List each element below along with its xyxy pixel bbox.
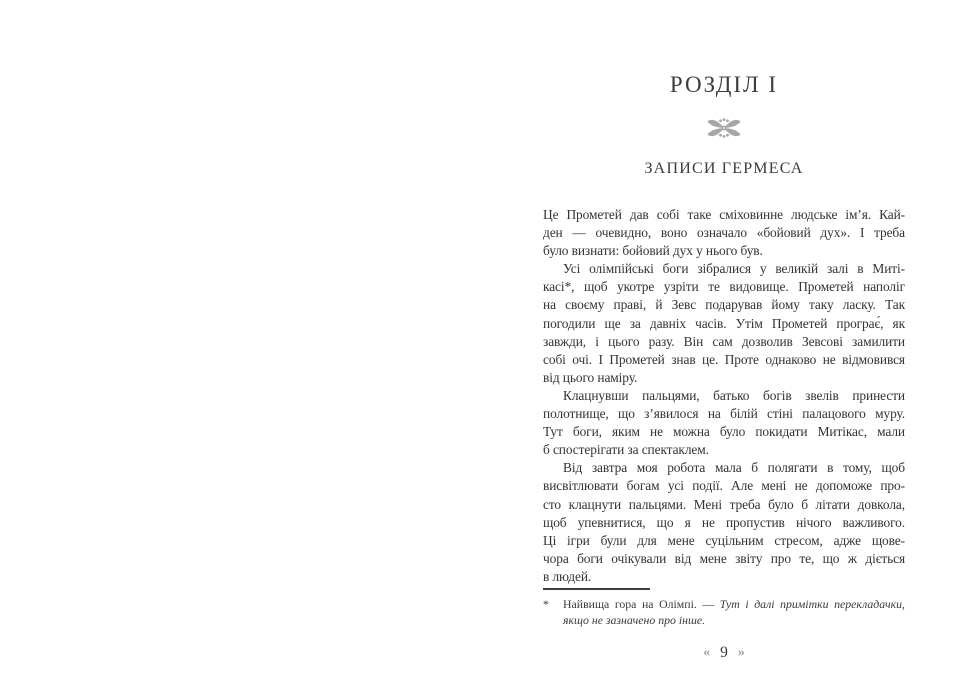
body-text-line: сто клацнути пальцями. Мені треба було б літати довкола, (543, 496, 905, 512)
right-leaf-ornament-icon: » (737, 645, 745, 660)
body-text-line: собі очі. І Прометей знав це. Проте однаково не відмовився (543, 351, 905, 367)
left-leaf-ornament-icon: « (703, 645, 711, 660)
body-text-line: полотнище, що з’явилося на білій стіні палацового муру. (543, 406, 905, 422)
body-text-line: б спостерігати за спектаклем. (543, 442, 709, 458)
body-text-line: ден — очевидно, воно означало «бойовий дух». І треба (543, 225, 905, 241)
body-text-line: в людей. (543, 568, 592, 584)
body-text-line: завжди, і цього разу. Він сам дозволив Зевсові замилити (543, 333, 905, 349)
body-text-line: Це Прометей дав собі таке сміховинне людське ім’я. Кай- (543, 207, 905, 222)
section-title: ЗАПИСИ ГЕРМЕСА (644, 160, 804, 177)
body-text-line: чора боги очікували від мене звіту про те, що ж діється (543, 550, 905, 566)
footnote-line (543, 597, 905, 613)
body-text-line: Від завтра моя робота мала б полягати в тому, щоб (563, 460, 905, 476)
body-text-line: Ці ігри були для мене суцільним стресом, адже щове- (543, 532, 905, 548)
page-number-row (543, 643, 905, 663)
body-text-line: висвітлювати богам усі події. Але мені не допоможе про- (543, 478, 905, 494)
chapter-title: РОЗДІЛ I (669, 72, 779, 97)
footnote-line (543, 613, 905, 629)
body-text-line: Усі олімпійські боги зібралися у великій залі в Миті- (563, 261, 905, 277)
page-number: 9 (720, 644, 728, 661)
fleuron-ornament-icon (543, 117, 905, 139)
body-text-line: касі*, щоб укотре узріти те видовище. Прометей наполіг (543, 279, 905, 295)
body-text-line: від цього наміру. (543, 369, 638, 385)
body-text-line: на своєму праві, й Зевс подарував йому таку ласку. Так (543, 297, 905, 313)
footnote-text-italic: якщо не зазначено про інше. (563, 612, 706, 627)
body-text-line: було визнати: бойовий дух у нього був. (543, 243, 763, 259)
footnote-separator (543, 588, 650, 590)
body-text-line: погодили ще за давніх часів. Утім Прометей програє́, як (543, 315, 905, 331)
body-text-line: Клацнувши пальцями, батько богів звелів принести (563, 387, 905, 403)
body-text-line: Тут боги, яким не можна було покидати Митікас, мали (543, 424, 905, 440)
footnote-text-roman: Найвища гора на Олімпі. — (563, 597, 720, 611)
footnote-text-italic: Тут і далі примітки перекладачки, (719, 597, 905, 611)
footnote (543, 588, 905, 628)
body-text (543, 206, 905, 586)
footnote-marker: * (543, 597, 549, 611)
body-text-line: щоб упевнитися, що я не пропустив нічого важливого. (543, 514, 905, 530)
